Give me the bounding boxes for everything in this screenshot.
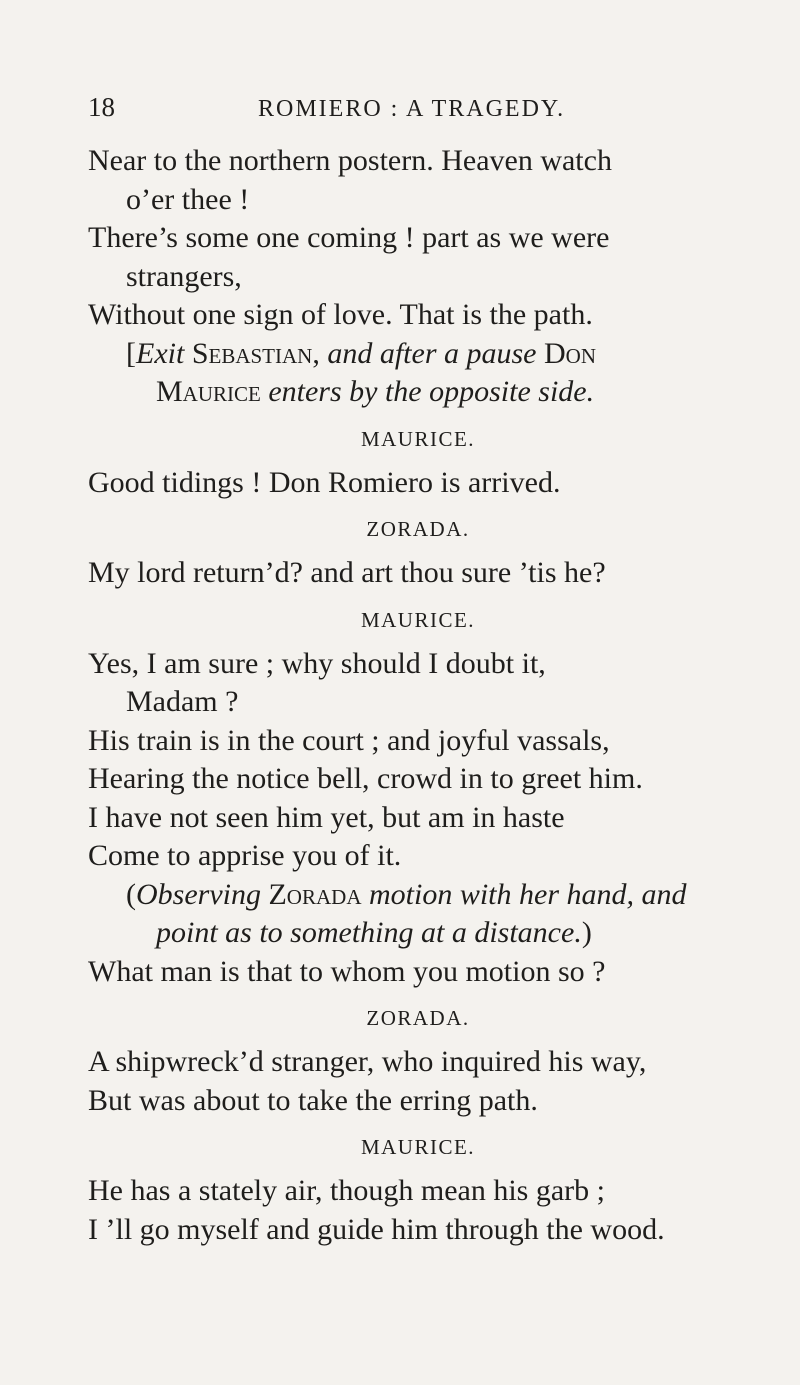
speaker-heading: MAURICE. bbox=[360, 426, 476, 451]
verse-line-continuation: o’er thee ! bbox=[126, 182, 250, 216]
parenthesis: ) bbox=[581, 916, 592, 949]
bracket: [ bbox=[126, 336, 136, 370]
stage-direction-text: and after a pause bbox=[327, 336, 537, 370]
verse-line: I ’ll go myself and guide him through the wood. bbox=[88, 1212, 665, 1246]
verse-line: Yes, I am sure ; why should I doubt it, bbox=[88, 646, 546, 680]
speaker-heading: ZORADA. bbox=[366, 517, 470, 541]
verse-line: My lord return’d? and art thou sure ’tis he? bbox=[88, 556, 606, 589]
verse-line: But was about to take the erring path. bbox=[88, 1083, 538, 1117]
stage-direction-text: motion with her hand, and bbox=[368, 877, 687, 911]
page-number: 18 bbox=[88, 92, 115, 122]
stage-direction bbox=[88, 876, 748, 915]
verse-line: Without one sign of love. That is the path. bbox=[88, 298, 593, 331]
speaker-heading: MAURICE. bbox=[360, 607, 476, 632]
verse-line: His train is in the court ; and joyful vassals, bbox=[88, 723, 610, 757]
verse-line: Good tidings ! Don Romiero is arrived. bbox=[88, 465, 561, 499]
stage-direction-text: point as to something at a distance. bbox=[156, 916, 582, 949]
verse-line: Hearing the notice bell, crowd in to greet him. bbox=[88, 762, 643, 795]
verse-line: Come to apprise you of it. bbox=[88, 839, 402, 872]
verse-line: A shipwreck’d stranger, who inquired his way, bbox=[88, 1045, 647, 1078]
page-body bbox=[88, 142, 748, 1249]
verse-line: Near to the northern postern. Heaven watch bbox=[88, 144, 612, 177]
stage-direction-text: enters by the opposite side. bbox=[268, 375, 595, 408]
stage-direction-continuation bbox=[88, 914, 748, 953]
verse-line: What man is that to whom you motion so ? bbox=[88, 954, 606, 988]
character-name: Zorada bbox=[268, 877, 362, 911]
stage-direction-text: Exit bbox=[136, 336, 185, 370]
verse-line: There’s some one coming ! part as we were bbox=[88, 221, 610, 254]
character-name: Sebastian, bbox=[191, 336, 320, 370]
verse-line: I have not seen him yet, but am in haste bbox=[88, 800, 565, 834]
character-name: Don bbox=[543, 336, 596, 370]
parenthesis: ( bbox=[126, 877, 136, 911]
verse-line-continuation: strangers, bbox=[126, 259, 242, 293]
character-name: Maurice bbox=[156, 375, 261, 408]
page-header bbox=[88, 92, 748, 128]
verse-line-continuation: Madam ? bbox=[126, 685, 239, 718]
speaker-heading: ZORADA. bbox=[366, 1006, 470, 1030]
verse-line: He has a stately air, though mean his garb ; bbox=[88, 1174, 605, 1207]
stage-direction-text: Observing bbox=[136, 877, 261, 911]
stage-direction-continuation bbox=[88, 373, 748, 412]
stage-direction bbox=[88, 335, 748, 374]
speaker-heading: MAURICE. bbox=[360, 1135, 476, 1159]
running-head: ROMIERO : A TRAGEDY. bbox=[258, 96, 566, 122]
